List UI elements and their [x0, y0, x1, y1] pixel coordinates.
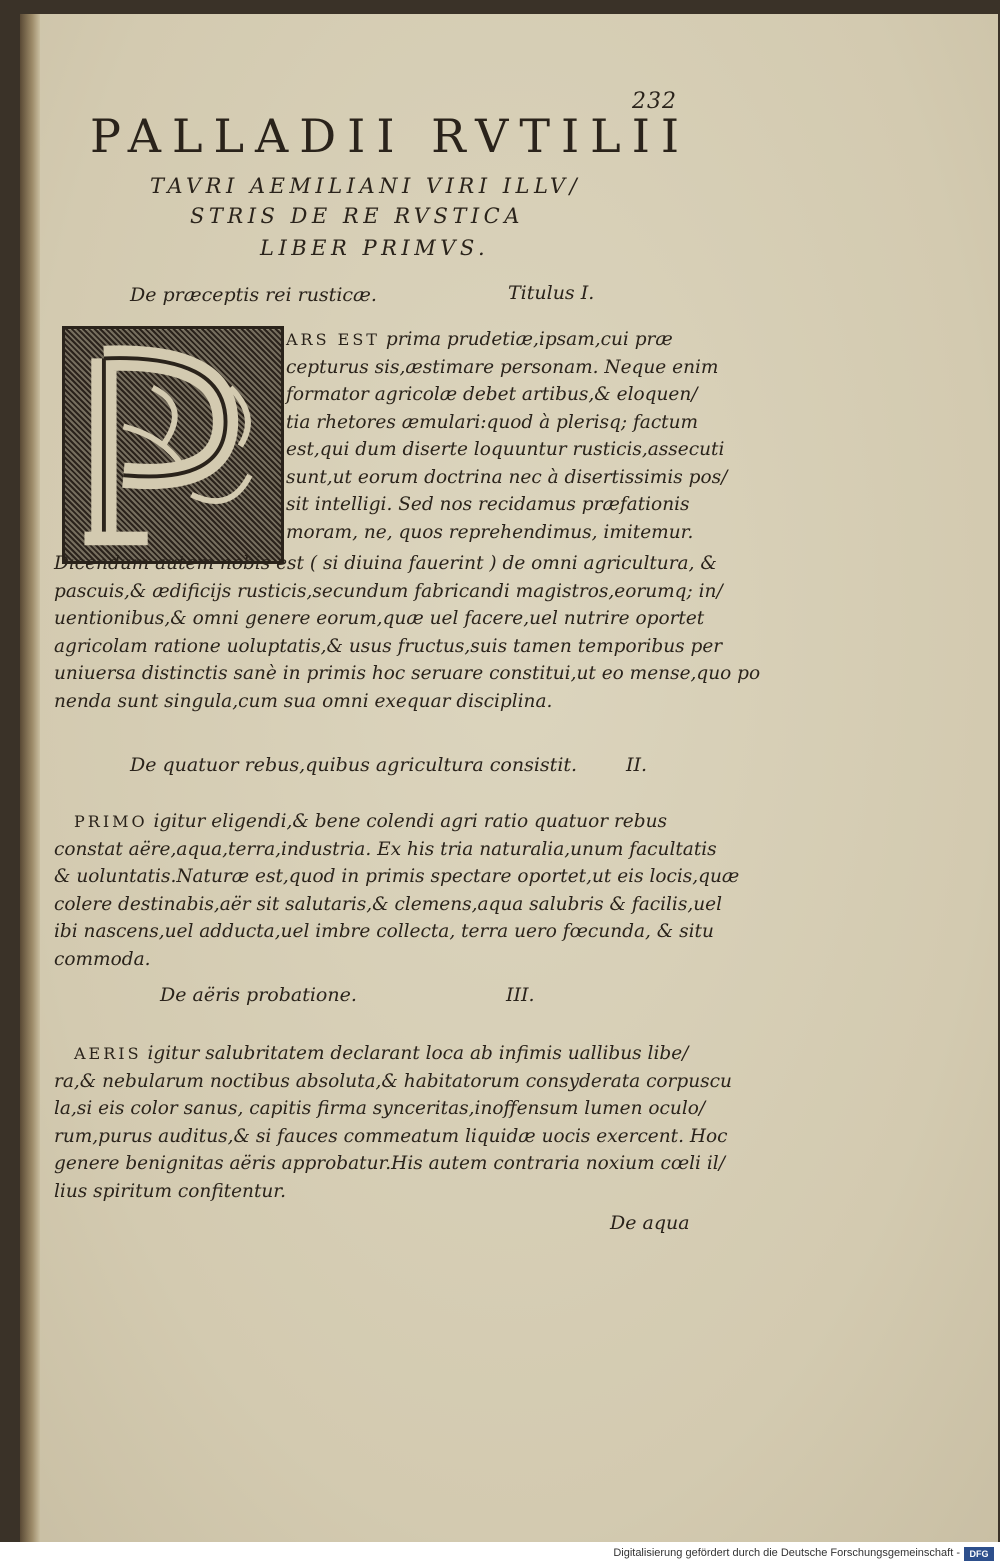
- text-line: Dicendum autem nobis est ( si diuina fauerint ) de omni agricultura, &: [54, 553, 717, 574]
- section-1-full: [54, 550, 760, 715]
- section-2: [54, 808, 739, 973]
- text-line: agricolam ratione uoluptatis,& usus fructus,suis tamen temporibus per: [54, 635, 723, 657]
- text-line: est,qui dum diserte loquuntur rusticis,assecuti: [286, 439, 725, 460]
- text-line: constat aëre,aqua,terra,industria. Ex his tria naturalia,unum facultatis: [54, 838, 717, 860]
- catchword: De aqua: [610, 1212, 690, 1234]
- text-line: formator agricolæ debet artibus,& eloquen/: [286, 384, 698, 405]
- lead-word: ARS EST: [286, 330, 380, 349]
- text-line: AERIS igitur salubritatem declarant loca ab infimis uallibus libe/: [74, 1043, 689, 1064]
- title-line-3: STRIS DE RE RVSTICA: [190, 204, 524, 228]
- rubric-1: De præceptis rei rusticæ.: [130, 284, 377, 306]
- text-line: uniuersa distinctis sanè in primis hoc seruare constitui,ut eo mense,quo po: [54, 663, 761, 684]
- text-line: cepturus sis,æstimare personam. Neque enim: [286, 356, 719, 378]
- footer-text: Digitalisierung gefördert durch die Deutsche Forschungsgemeinschaft -: [613, 1547, 960, 1559]
- initial-letter-p-icon: [65, 329, 281, 561]
- title-line-1: PALLADII RVTILII: [90, 109, 691, 163]
- dfg-logo-icon: DFG: [964, 1547, 994, 1561]
- decorated-initial-p: [62, 326, 284, 564]
- book-binding: [20, 14, 40, 1542]
- text-line: uentionibus,& omni genere eorum,quæ uel facere,uel nutrire oportet: [54, 608, 705, 629]
- text-line: pascuis,& ædificijs rusticis,secundum fabricandi magistros,eorumq; in/: [54, 580, 723, 602]
- title-line-4: LIBER PRIMVS.: [260, 236, 490, 260]
- text-line: PRIMO igitur eligendi,& bene colendi agri ratio quatuor rebus: [74, 811, 668, 832]
- text-line: commoda.: [54, 948, 151, 970]
- folio-number: 232: [632, 89, 677, 114]
- lead-word: PRIMO: [74, 812, 148, 831]
- text-line: ra,& nebularum noctibus absoluta,& habitatorum consyderata corpuscu: [54, 1070, 732, 1092]
- rubric-1-number: Titulus I.: [508, 282, 595, 304]
- rubric-2: De quatuor rebus,quibus agricultura consistit.: [130, 754, 578, 776]
- text-line: rum,purus auditus,& si fauces commeatum liquidæ uocis exercent. Hoc: [54, 1125, 728, 1147]
- text-line: sunt,ut eorum doctrina nec à disertissimis pos/: [286, 466, 728, 488]
- text-line: genere benignitas aëris approbatur.His autem contraria noxium cœli il/: [54, 1153, 725, 1174]
- text-line: la,si eis color sanus, capitis firma synceritas,inoffensum lumen oculo/: [54, 1098, 706, 1119]
- section-1-indented: [286, 326, 727, 546]
- text-line: moram, ne, quos reprehendimus, imitemur.: [286, 521, 694, 543]
- section-3: [54, 1040, 732, 1205]
- text-line: ibi nascens,uel adducta,uel imbre collecta, terra uero fœcunda, & situ: [54, 921, 714, 942]
- text-line: colere destinabis,aër sit salutaris,& clemens,aqua salubris & facilis,uel: [54, 893, 723, 915]
- rubric-2-number: II.: [626, 754, 648, 776]
- text-line: lius spiritum confitentur.: [54, 1180, 286, 1202]
- text-line: sit intelligi. Sed nos recidamus præfationis: [286, 494, 690, 515]
- footer-bar: [0, 1542, 1000, 1567]
- title-line-2: TAVRI AEMILIANI VIRI ILLV/: [150, 174, 582, 198]
- rubric-3-number: III.: [506, 984, 535, 1006]
- text-line: & uoluntatis.Naturæ est,quod in primis spectare oportet,ut eis locis,quæ: [54, 866, 740, 887]
- rubric-3: De aëris probatione.: [160, 984, 357, 1006]
- text-line: nenda sunt singula,cum sua omni exequar disciplina.: [54, 690, 553, 712]
- lead-word: AERIS: [74, 1044, 142, 1063]
- text-line: ARS EST prima prudetiæ,ipsam,cui præ: [286, 329, 673, 350]
- book-page: [20, 14, 998, 1542]
- text-line: tia rhetores æmulari:quod à plerisq; factum: [286, 411, 699, 433]
